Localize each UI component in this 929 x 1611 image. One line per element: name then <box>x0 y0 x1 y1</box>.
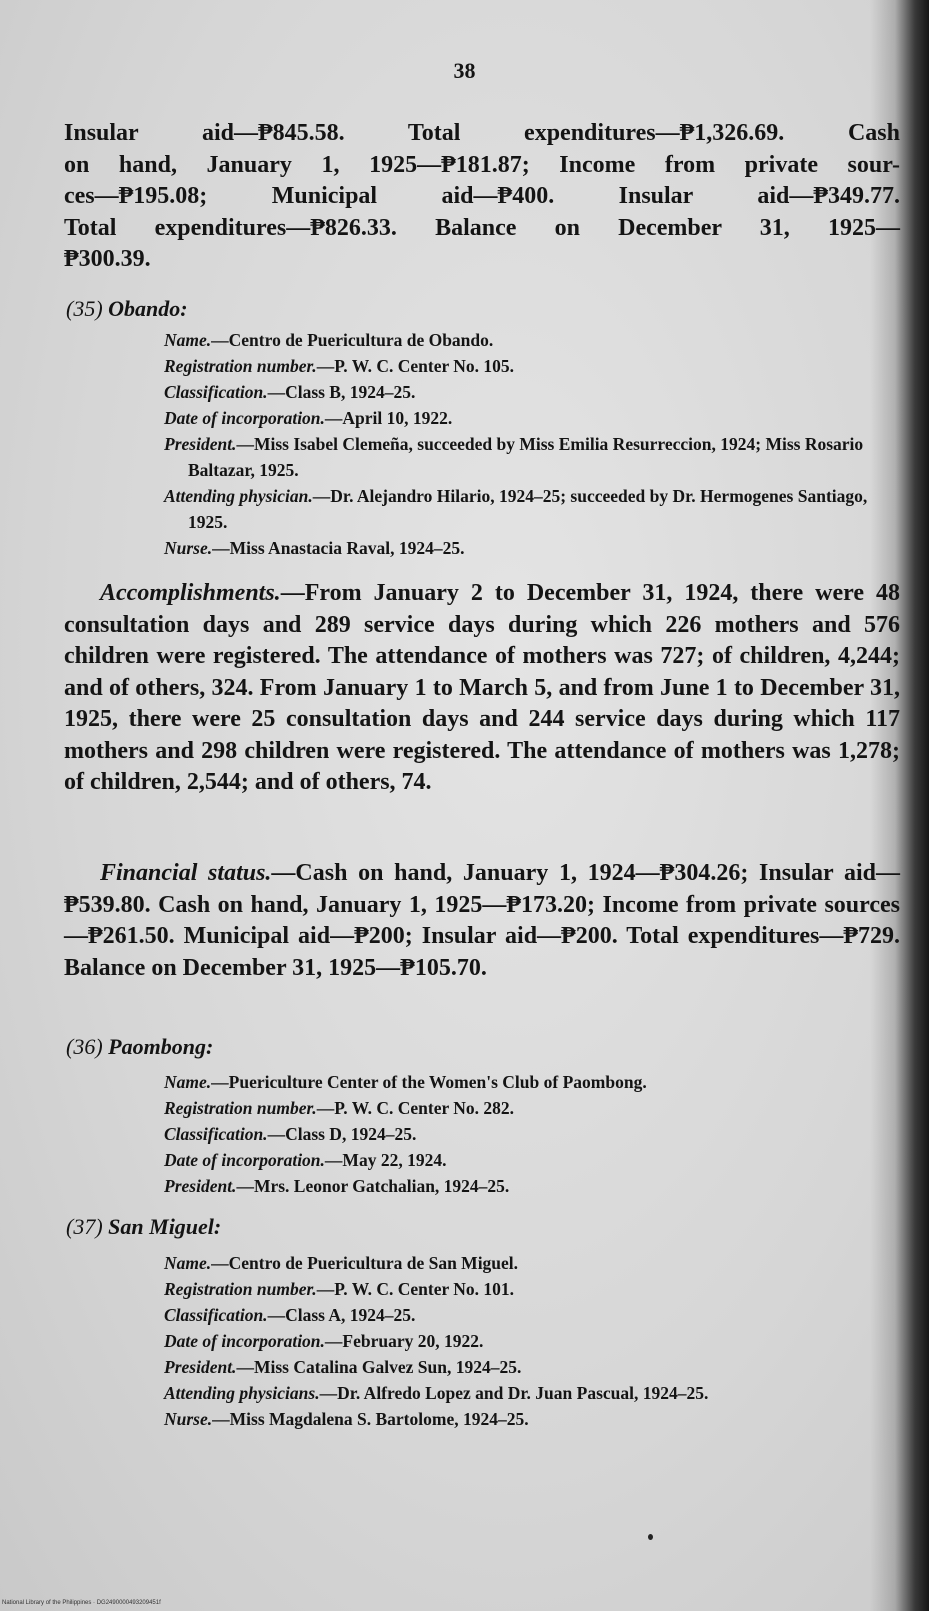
detail-classification <box>164 1121 900 1147</box>
detail-classification <box>164 1302 900 1328</box>
financial-text: —Cash on hand, January 1, 1924—₱304.26; Insular aid—₱539.80. Cash on hand, January 1, 1925—₱173.20; Income from private sources—₱261.50. Municipal aid—₱200; Insular aid—₱200. Total expenditures—₱729. Balance on December 31, 1925—₱105.70. <box>64 860 900 981</box>
detail-nurse <box>164 1406 900 1432</box>
detail-label: President. <box>164 434 237 454</box>
page-number: 38 <box>453 58 476 83</box>
ink-speck <box>648 1534 653 1540</box>
detail-incorporation <box>164 405 900 431</box>
detail-text: —Class B, 1924–25. <box>267 382 416 402</box>
section-number: (37) <box>66 1214 103 1239</box>
detail-label: Registration number. <box>164 1279 317 1299</box>
detail-label: President. <box>164 1176 237 1196</box>
detail-classification <box>164 379 900 405</box>
detail-label: Date of incorporation. <box>164 408 325 428</box>
detail-label: Attending physicians. <box>164 1383 320 1403</box>
detail-president <box>164 1354 900 1380</box>
detail-label: Registration number. <box>164 356 317 376</box>
detail-text: —Class A, 1924–25. <box>267 1305 416 1325</box>
detail-label: Name. <box>164 1253 212 1273</box>
detail-text: —Mrs. Leonor Gatchalian, 1924–25. <box>236 1176 510 1196</box>
section-place: San Miguel: <box>108 1214 222 1239</box>
detail-text: —Dr. Alejandro Hilario, 1924–25; succeeded by Dr. Hermogenes Santiago, 1925. <box>188 486 868 532</box>
detail-label: Classification. <box>164 1124 268 1144</box>
detail-name <box>164 327 900 353</box>
detail-text: —Miss Isabel Clemeña, succeeded by Miss Emilia Resurreccion, 1924; Miss Rosario Baltazar, 1925. <box>188 434 864 480</box>
intro-line: Total expenditures—₱826.33. Balance on December 31, 1925— <box>64 214 900 241</box>
detail-president <box>164 431 900 483</box>
details-obando <box>164 327 900 561</box>
detail-text: —April 10, 1922. <box>324 408 453 428</box>
detail-text: —P. W. C. Center No. 101. <box>316 1279 515 1299</box>
detail-president <box>164 1173 900 1199</box>
details-paombong <box>164 1069 900 1199</box>
section-heading-paombong <box>66 1034 213 1060</box>
section-place: Obando: <box>108 296 188 321</box>
detail-registration <box>164 1095 900 1121</box>
detail-label: Name. <box>164 330 212 350</box>
detail-text: —Puericulture Center of the Women's Club of Paombong. <box>211 1072 647 1092</box>
detail-name <box>164 1250 900 1276</box>
detail-label: Nurse. <box>164 1409 213 1429</box>
detail-label: Classification. <box>164 382 268 402</box>
detail-label: Attending physician. <box>164 486 313 506</box>
detail-text: —P. W. C. Center No. 105. <box>316 356 515 376</box>
detail-incorporation <box>164 1328 900 1354</box>
intro-paragraph <box>64 118 900 276</box>
detail-text: —Centro de Puericultura de Obando. <box>211 330 494 350</box>
detail-incorporation <box>164 1147 900 1173</box>
detail-registration <box>164 353 900 379</box>
accomplishments-paragraph <box>64 578 900 799</box>
section-heading-obando <box>66 296 188 322</box>
detail-text: —Centro de Puericultura de San Miguel. <box>211 1253 519 1273</box>
detail-physicians <box>164 1380 900 1406</box>
detail-text: —Class D, 1924–25. <box>267 1124 417 1144</box>
detail-label: President. <box>164 1357 237 1377</box>
detail-nurse <box>164 535 900 561</box>
section-place: Paombong: <box>108 1034 214 1059</box>
detail-text: —Miss Catalina Galvez Sun, 1924–25. <box>236 1357 522 1377</box>
detail-label: Classification. <box>164 1305 268 1325</box>
library-footer-note: National Library of the Philippines · DG2490000493209451f <box>2 1600 161 1606</box>
detail-physician <box>164 483 900 535</box>
section-number: (35) <box>66 296 103 321</box>
intro-line: ces—₱195.08; Municipal aid—₱400. Insular aid—₱349.77. <box>64 183 900 209</box>
detail-text: —P. W. C. Center No. 282. <box>316 1098 515 1118</box>
section-heading-san-miguel <box>66 1214 221 1240</box>
detail-text: —May 22, 1924. <box>324 1150 447 1170</box>
financial-label: Financial status. <box>100 860 272 886</box>
detail-registration <box>164 1276 900 1302</box>
detail-label: Date of incorporation. <box>164 1150 325 1170</box>
accomplishments-text: —From January 2 to December 31, 1924, there were 48 consultation days and 289 service days during which 226 mothers and 576 children were registered. The attendance of mothers was 727; of children, 4,244; and of others, 324. From January 1 to March 5, and from June 1 to December 31, 1925, there were 25 consultation days and 244 service days during which 117 mothers and 298 children were registered. The attendance of mothers was 1,278; of children, 2,544; and of others, 74. <box>64 580 900 795</box>
details-san-miguel <box>164 1250 900 1432</box>
intro-line: ₱300.39. <box>64 246 151 272</box>
detail-label: Date of incorporation. <box>164 1331 325 1351</box>
detail-text: —Dr. Alfredo Lopez and Dr. Juan Pascual, 1924–25. <box>319 1383 709 1403</box>
detail-text: —Miss Anastacia Raval, 1924–25. <box>212 538 465 558</box>
accomplishments-label: Accomplishments. <box>100 580 281 606</box>
section-number: (36) <box>66 1034 103 1059</box>
detail-name <box>164 1069 900 1095</box>
detail-label: Registration number. <box>164 1098 317 1118</box>
detail-label: Nurse. <box>164 538 213 558</box>
detail-label: Name. <box>164 1072 212 1092</box>
financial-paragraph <box>64 858 900 984</box>
detail-text: —February 20, 1922. <box>324 1331 484 1351</box>
detail-text: —Miss Magdalena S. Bartolome, 1924–25. <box>212 1409 529 1429</box>
intro-line: on hand, January 1, 1925—₱181.87; Income from private sour- <box>64 151 900 178</box>
intro-line: Insular aid—₱845.58. Total expenditures—₱1,326.69. Cash <box>64 120 900 146</box>
